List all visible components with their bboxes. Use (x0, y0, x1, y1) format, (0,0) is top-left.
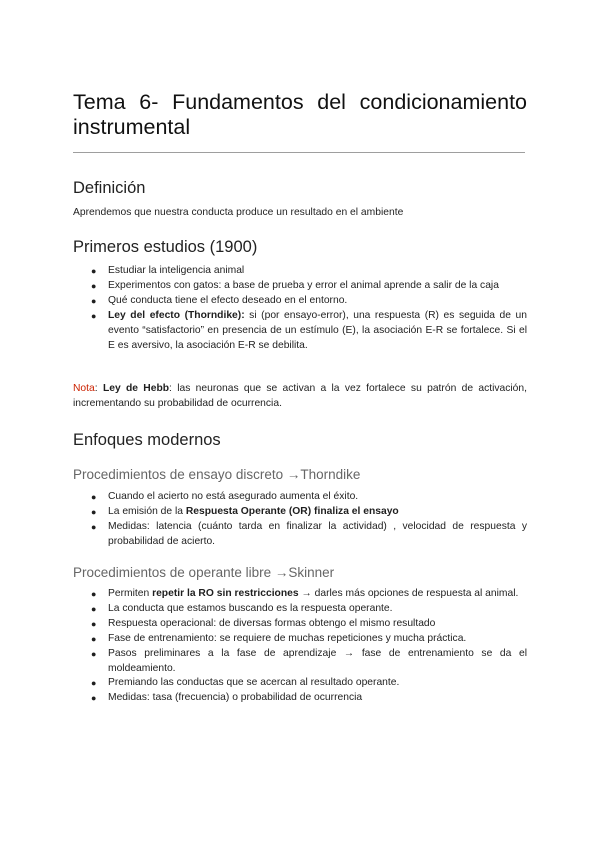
definicion-text: Aprendemos que nuestra conducta produce un resultado en el ambiente (73, 207, 404, 218)
list-item: ● La conducta que estamos buscando es la respuesta operante. (73, 602, 527, 617)
list-item: ● Fase de entrenamiento: se requiere de muchas repeticiones y mucha práctica. (73, 632, 527, 647)
primeros-list (73, 264, 527, 353)
list-item: ● Respuesta operacional: de diversas formas obtengo el mismo resultado (73, 617, 527, 632)
ley-efecto-term: Ley del efecto (Thorndike): (108, 309, 245, 321)
heading-primeros-estudios: Primeros estudios (1900) (73, 238, 258, 256)
libre-list (73, 587, 527, 706)
list-item: ● Medidas: latencia (cuánto tarda en finalizar la actividad) , velocidad de respuesta y probabilidad de acierto. (91, 520, 527, 547)
bullet-icon: ● (91, 295, 97, 306)
list-item: ● Pasos preliminares a la fase de aprendizaje → fase de entrenamiento se da el moldeamiento. (91, 647, 527, 674)
list-item: ● Medidas: tasa (frecuencia) o probabilidad de ocurrencia (73, 691, 527, 706)
heading-operante-libre: Procedimientos de operante libre →Skinner (73, 565, 335, 580)
list-item: ● Estudiar la inteligencia animal (73, 264, 527, 279)
list-item: ● Permiten repetir la RO sin restricciones → darles más opciones de respuesta al animal. (73, 587, 527, 602)
page-title (73, 90, 527, 140)
discreto-list (73, 490, 527, 550)
bullet-icon: ● (91, 603, 97, 614)
heading-enfoques-modernos: Enfoques modernos (73, 431, 221, 449)
bullet-icon: ● (91, 492, 97, 502)
bullet-icon: ● (91, 693, 97, 704)
list-item: ● La emisión de la Respuesta Operante (OR) finaliza el ensayo (73, 505, 527, 520)
bullet-icon: ● (91, 310, 97, 321)
ley-hebb-term: Ley de Hebb (102, 383, 170, 394)
bullet-icon: ● (91, 280, 97, 291)
heading-ensayo-discreto: Procedimientos de ensayo discreto →Thorndike (73, 467, 361, 482)
bullet-icon: ● (91, 266, 97, 276)
title-line-1: Tema 6- Fundamentos del condicionamiento (73, 90, 527, 114)
title-line-2: instrumental (73, 115, 191, 139)
bullet-icon: ● (91, 678, 97, 689)
title-divider (73, 152, 525, 153)
nota-label: Nota (73, 383, 95, 394)
list-item-ley-efecto: ● Ley del efecto (Thorndike): si (por ensayo-error), una respuesta (R) es seguida de un evento “satisfactorio” en presencia de un estímulo (E), la asociación E-R se fortalece. Si el E es aversivo, la asociación E-R se debilita. (91, 309, 528, 351)
heading-definicion: Definición (73, 179, 146, 197)
list-item: ● Experimentos con gatos: a base de prueba y error el animal aprende a salir de la caja (73, 279, 527, 294)
bullet-icon: ● (91, 618, 97, 629)
bullet-icon: ● (91, 648, 97, 659)
bullet-icon: ● (91, 633, 97, 644)
list-item: ● Qué conducta tiene el efecto deseado en el entorno. (73, 294, 527, 309)
bullet-icon: ● (91, 589, 97, 599)
bullet-icon: ● (91, 506, 97, 517)
list-item: ● Cuando el acierto no está asegurado aumenta el éxito. (73, 490, 527, 505)
nota-paragraph: Nota: Ley de Hebb: las neuronas que se activan a la vez fortalece su patrón de activación, incrementando su probabilidad de ocurrencia. (73, 383, 527, 409)
bullet-icon: ● (91, 521, 97, 532)
list-item: ● Premiando las conductas que se acercan al resultado operante. (73, 676, 527, 691)
